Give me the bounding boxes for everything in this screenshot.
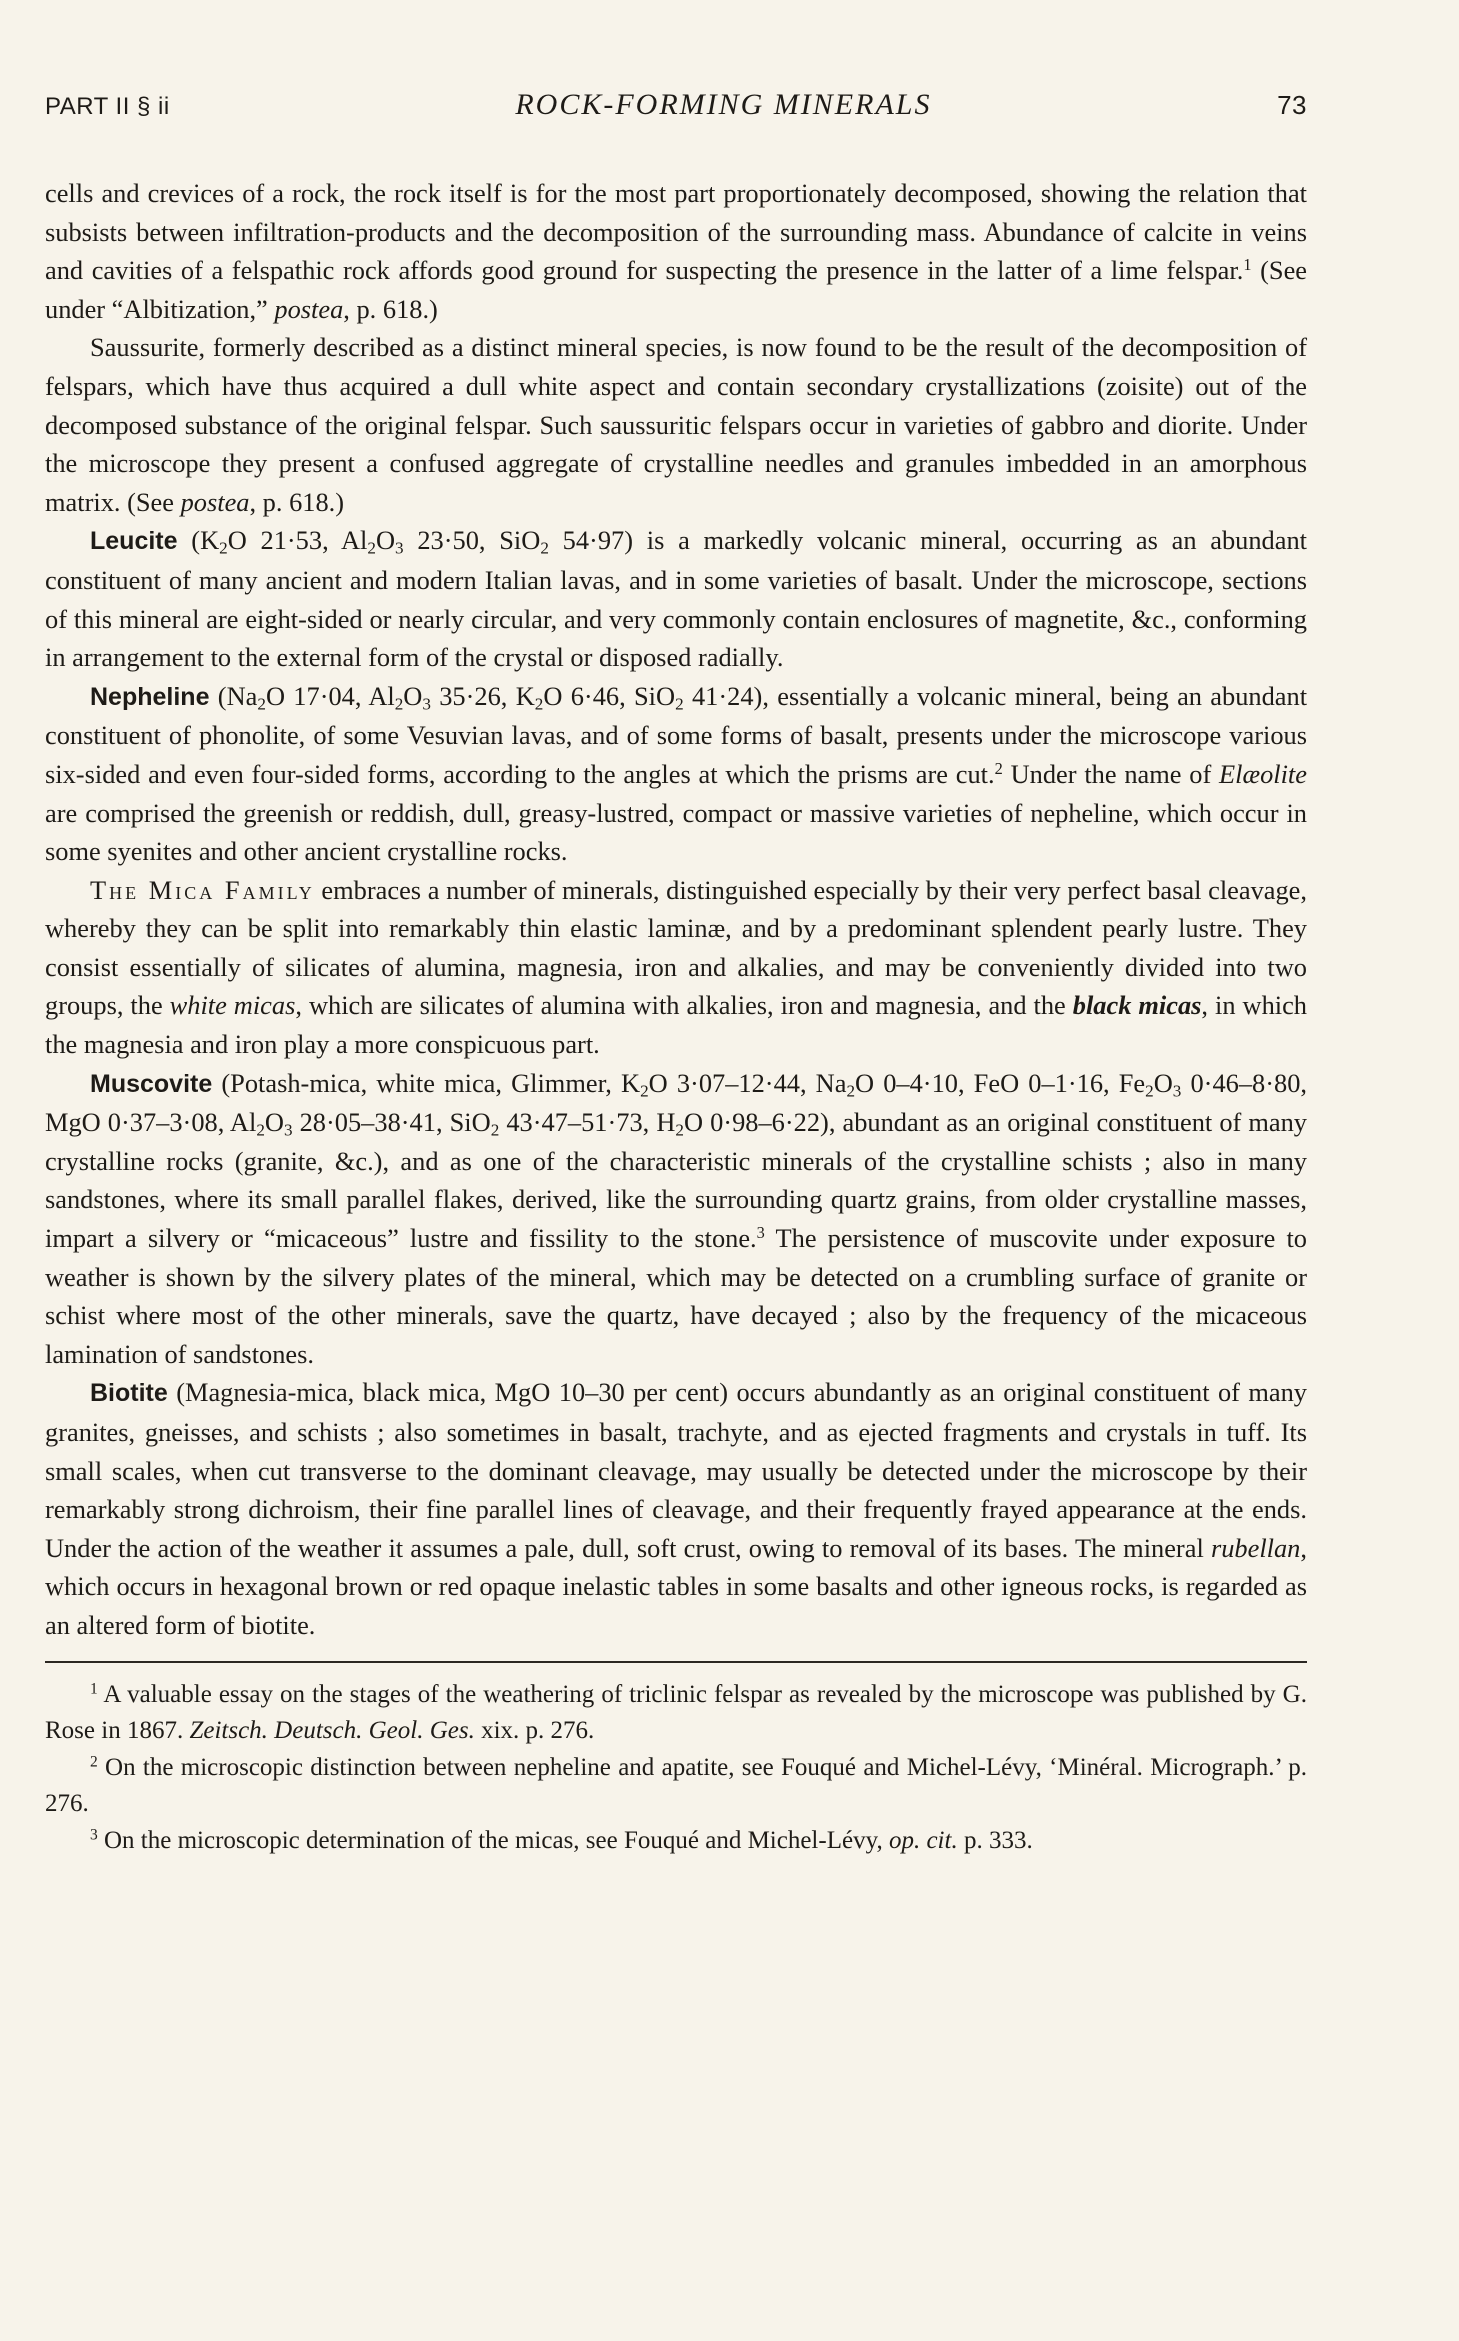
paragraph-saussurite: Saussurite, formerly described as a distinct mineral species, is now found to be the result of the decomposition of felspars, which have thus acquired a dull white aspect and contain secondary crystallizations (zoisite) out of the decomposed substance of the original felspar. Such saussuritic felspars occur in varieties of gabbro and diorite. Under the microscope they present a confused aggregate of crystalline needles and granules imbedded in an amorphous matrix. (See postea, p. 618.) — [45, 332, 1307, 517]
part-section-label: PART II § ii — [45, 93, 170, 120]
footnote-2: $^2$ On the microscopic distinction between nepheline and apatite, see Fouqué and Michel-Lévy, ‘Minéral. Micrograph.’ p. 276. — [45, 1753, 1307, 1818]
footnote-ref-1: 1 — [1243, 255, 1252, 275]
footnote-ref-2: 2 — [994, 758, 1003, 778]
paragraph-nepheline: Nepheline ($Na_2O$ 17·04, $Al_2O_3$ 35·26, $K_2O$ 6·46, SiO$_2$ 41·24), essentially a volcanic mineral, being an abundant constituent of phonolite, of some Vesuvian lavas, and of some forms of basalt, presents under the microscope various six-sided and even four-sided forms, according to the angles at which the prisms are cut.$^2$ Under the name of Elæolite are comprised the greenish or reddish, dull, greasy-lustred, compact or massive varieties of nepheline, which occur in some syenites and other ancient crystalline rocks. — [45, 680, 1308, 867]
footnote-3: $^3$ On the microscopic determination of the micas, see Fouqué and Michel-Lévy, op. cit. p. 333. — [90, 1826, 1033, 1854]
term-muscovite: Muscovite — [90, 1069, 213, 1098]
footnote-ref-3: 3 — [756, 1223, 765, 1243]
paragraph-muscovite: Muscovite (Potash-mica, white mica, Glimmer, $K_2O$ 3·07–12·44, $Na_2O$ 0–4·10, FeO 0–1·16, $Fe_2O_3$ 0·46–8·80, MgO 0·37–3·08, $Al_2O_3$ 28·05–38·41, SiO$_2$ 43·47–51·73, $H_2O$ 0·98–6·22), abundant as an original constituent of many crystalline rocks (granite, &c.), and as one of the characteristic minerals of the crystalline schists ; also in many sandstones, where its small parallel flakes, derived, like the surrounding quartz grains, from older crystalline masses, impart a silvery or “micaceous” lustre and fissility to the stone.$^3$ The persistence of muscovite under exposure to weather is shown by the silvery plates of the mineral, which may be detected on a crumbling surface of granite or schist where most of the other minerals, save the quartz, have decayed ; also by the frequency of the micaceous lamination of sandstones. — [45, 1067, 1308, 1369]
paragraph-mica-family: The Mica Family embraces a number of minerals, distinguished especially by their very perfect basal cleavage, whereby they can be split into remarkably thin elastic laminæ, and by a predominant splendent pearly lustre. They consist essentially of silicates of alumina, magnesia, iron and alkalies, and may be conveniently divided into two groups, the white micas, which are silicates of alumina with alkalies, iron and magnesia, and the black micas, in which the magnesia and iron play a more conspicuous part. — [45, 874, 1308, 1060]
term-leucite: Leucite — [90, 527, 178, 556]
term-biotite: Biotite — [90, 1379, 168, 1408]
footnote-1: $^1$ A valuable essay on the stages of the weathering of triclinic felspar as revealed by the microscope was published by G. Rose in 1867. Zeitsch. Deutsch. Geol. Ges. xix. p. 276. — [45, 1680, 1307, 1745]
term-nepheline: Nepheline — [90, 682, 210, 711]
page-number: 73 — [1277, 90, 1307, 120]
term-rubellan: rubellan — [1210, 1532, 1301, 1563]
term-elaeolite: Elæolite — [1219, 758, 1307, 789]
term-mica-family: The Mica Family — [90, 874, 315, 905]
paragraph-felspar-decomposition: cells and crevices of a rock, the rock itself is for the most part proportionately decomposed, showing the relation that subsists between infiltration-products and the decomposition of the surrounding mass. Abundance of calcite in veins and cavities of a felspathic rock affords good ground for suspecting the presence in the latter of a lime felspar.$^1$ (See under “Albitization,” postea, p. 618.) — [45, 178, 1307, 324]
body-text — [45, 174, 1307, 1645]
footnote-divider — [45, 1661, 1307, 1663]
paragraph-leucite: Leucite ($K_2O$ 21·53, $Al_2O_3$ 23·50, SiO$_2$ 54·97) is a markedly volcanic mineral, occurring as an abundant constituent of many ancient and modern Italian lavas, and in some varieties of basalt. Under the microscope, sections of this mineral are eight-sided or nearly circular, and very commonly contain enclosures of magnetite, &c., conforming in arrangement to the external form of the crystal or disposed radially. — [45, 525, 1307, 673]
paragraph-biotite: Biotite (Magnesia-mica, black mica, MgO 10–30 per cent) occurs abundantly as an original constituent of many granites, gneisses, and schists ; also sometimes in basalt, trachyte, and as ejected fragments and crystals in tuff. Its small scales, when cut transverse to the dominant cleavage, may usually be detected under the microscope by their remarkably strong dichroism, their fine parallel lines of cleavage, and their frequently frayed appearance at the ends. Under the action of the weather it assumes a pale, dull, soft crust, owing to removal of its bases. The mineral rubellan, which occurs in hexagonal brown or red opaque inelastic tables in some basalts and other igneous rocks, is regarded as an altered form of biotite. — [45, 1377, 1307, 1640]
footnotes — [45, 1677, 1307, 1860]
running-header — [45, 88, 1307, 132]
running-title: ROCK-FORMING MINERALS — [515, 88, 932, 121]
